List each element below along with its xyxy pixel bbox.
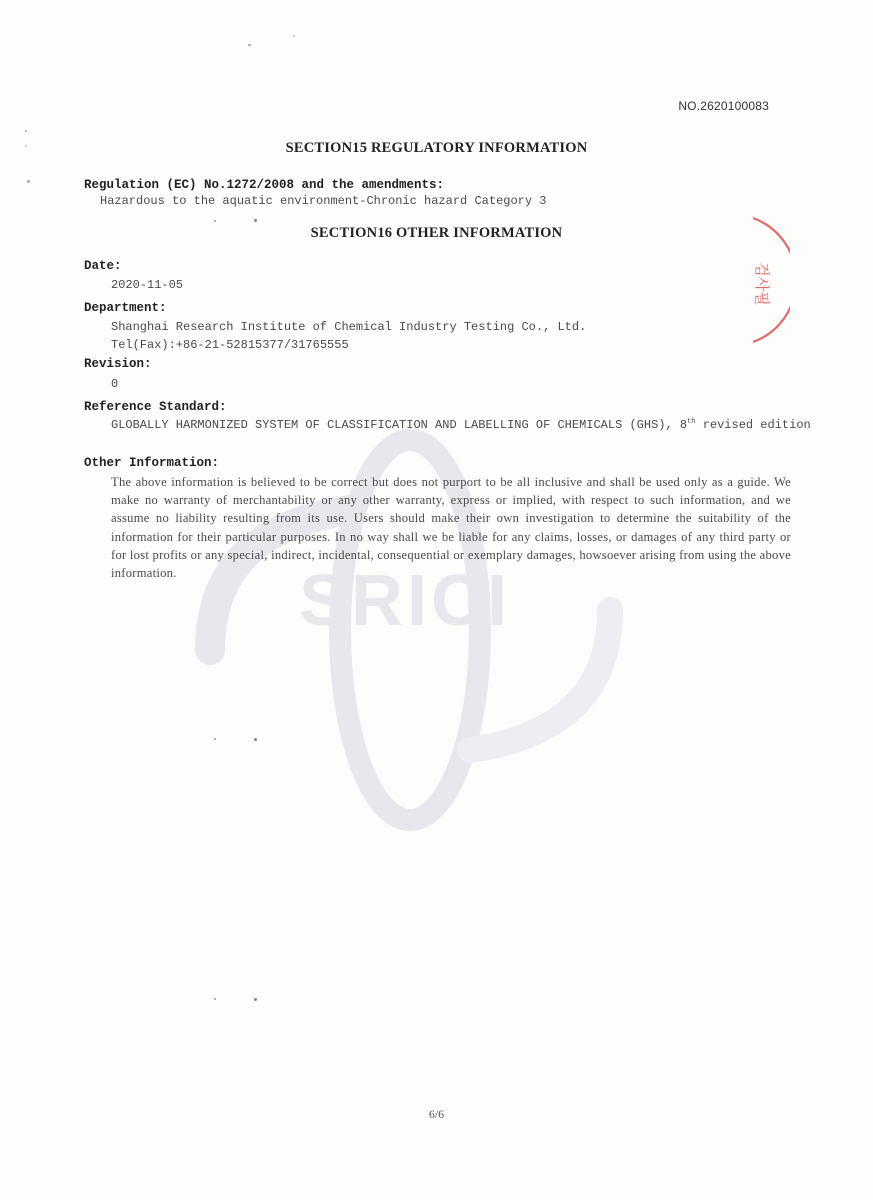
department-tel: Tel(Fax):+86-21-52815377/31765555 (111, 338, 349, 352)
svg-text:검사필: 검사필 (753, 262, 771, 306)
date-value: 2020-11-05 (111, 278, 184, 292)
date-label: Date: (84, 259, 122, 273)
department-name: Shanghai Research Institute of Chemical Industry Testing Co., Ltd. (111, 320, 587, 334)
department-label: Department: (84, 301, 167, 315)
revision-label: Revision: (84, 357, 152, 371)
page-number: 6/6 (428, 1107, 445, 1121)
revision-value: 0 (111, 377, 119, 391)
document-number: NO.2620100083 (678, 99, 769, 113)
watermark-text: SRICI (298, 561, 512, 641)
reference-standard-label: Reference Standard: (84, 400, 227, 414)
regulation-value: Hazardous to the aquatic environment-Chronic hazard Category 3 (100, 194, 547, 208)
other-information-text: The above information is believed to be correct but does not purport to be all inclusive and shall be used only as a guide. We make no warranty of merchantability or any other warranty, express or implied, with respect to such information, and we assume no liability resulting from its use. Users should make their own investigation to determine the suitability of the information for their particular purposes. In no way shall we be liable for any claims, losses, or damages of any third party or for lost profits or any special, indirect, incidental, consequential or exemplary damages, howsoever arising from using the above information. (111, 475, 791, 581)
section15-title: SECTION15 REGULATORY INFORMATION (285, 140, 588, 156)
regulation-label: Regulation (EC) No.1272/2008 and the amendments: (84, 178, 445, 192)
other-information-label: Other Information: (84, 456, 220, 470)
reference-standard-value: GLOBALLY HARMONIZED SYSTEM OF CLASSIFICATION AND LABELLING OF CHEMICALS (GHS), 8th revised edition (111, 418, 811, 432)
section16-title: SECTION16 OTHER INFORMATION (310, 225, 563, 241)
